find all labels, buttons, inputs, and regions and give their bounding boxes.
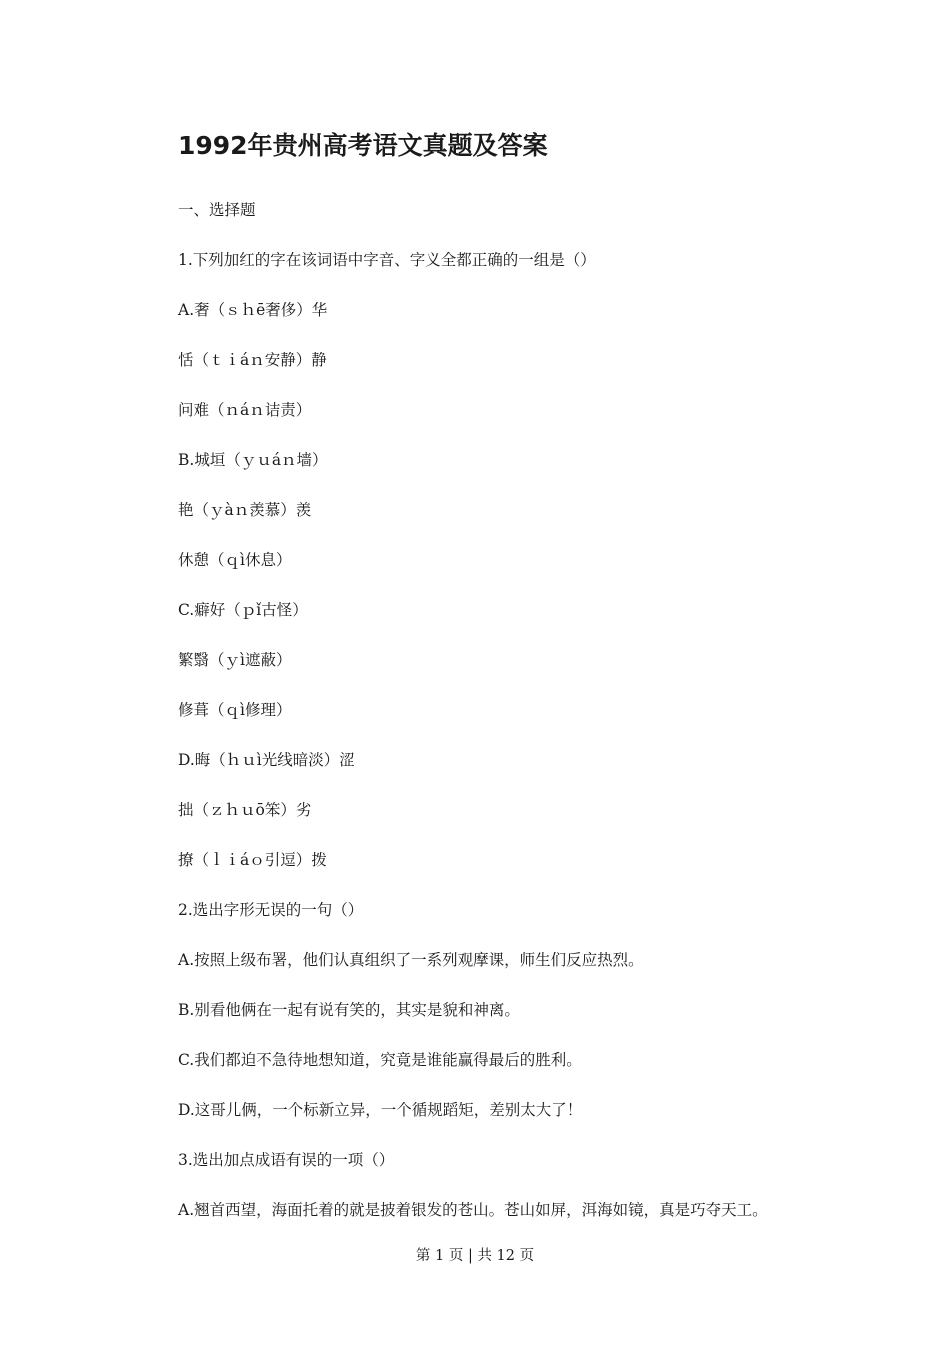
option-line: A.翘首西望，海面托着的就是披着银发的苍山。苍山如屏，洱海如镜，真是巧夺天工。: [178, 1201, 768, 1219]
option-line: 恬（ｔｉáｎ安静）静: [178, 351, 327, 369]
option-line: D.晦（ｈｕì光线暗淡）涩: [178, 751, 355, 769]
question-line: 1.下列加红的字在该词语中字音、字义全都正确的一组是（）: [178, 251, 596, 269]
option-line: 撩（ｌｉáｏ引逗）拨: [178, 851, 327, 869]
option-line: D.这哥儿俩，一个标新立异，一个循规蹈矩，差别太大了！: [178, 1101, 583, 1119]
option-line: 休憩（ｑì休息）: [178, 551, 292, 569]
section-heading: 一、选择题: [178, 201, 256, 219]
question-line: 3.选出加点成语有误的一项（）: [178, 1151, 395, 1169]
option-line: A.按照上级布署，他们认真组织了一系列观摩课，师生们反应热烈。: [178, 951, 644, 969]
page-footer: 第 1 页 | 共 12 页: [415, 1248, 535, 1264]
question-line: 2.选出字形无误的一句（）: [178, 901, 364, 919]
option-line: C.我们都迫不急待地想知道，究竟是谁能赢得最后的胜利。: [178, 1051, 582, 1069]
option-line: A.奢（ｓｈē奢侈）华: [178, 301, 328, 319]
option-line: C.癖好（ｐǐ古怪）: [178, 601, 308, 619]
option-line: 修葺（ｑì修理）: [178, 701, 292, 719]
option-line: 拙（ｚｈｕō笨）劣: [178, 801, 312, 819]
document-title: 1992年贵州高考语文真题及答案: [178, 131, 548, 160]
option-line: 艳（ｙàｎ羡慕）羡: [178, 501, 312, 519]
option-line: B.别看他俩在一起有说有笑的，其实是貌和神离。: [178, 1001, 520, 1019]
option-line: 问难（ｎáｎ诘责）: [178, 401, 312, 419]
option-line: 繁翳（ｙì遮蔽）: [178, 651, 292, 669]
option-line: B.城垣（ｙｕáｎ墙）: [178, 451, 328, 469]
